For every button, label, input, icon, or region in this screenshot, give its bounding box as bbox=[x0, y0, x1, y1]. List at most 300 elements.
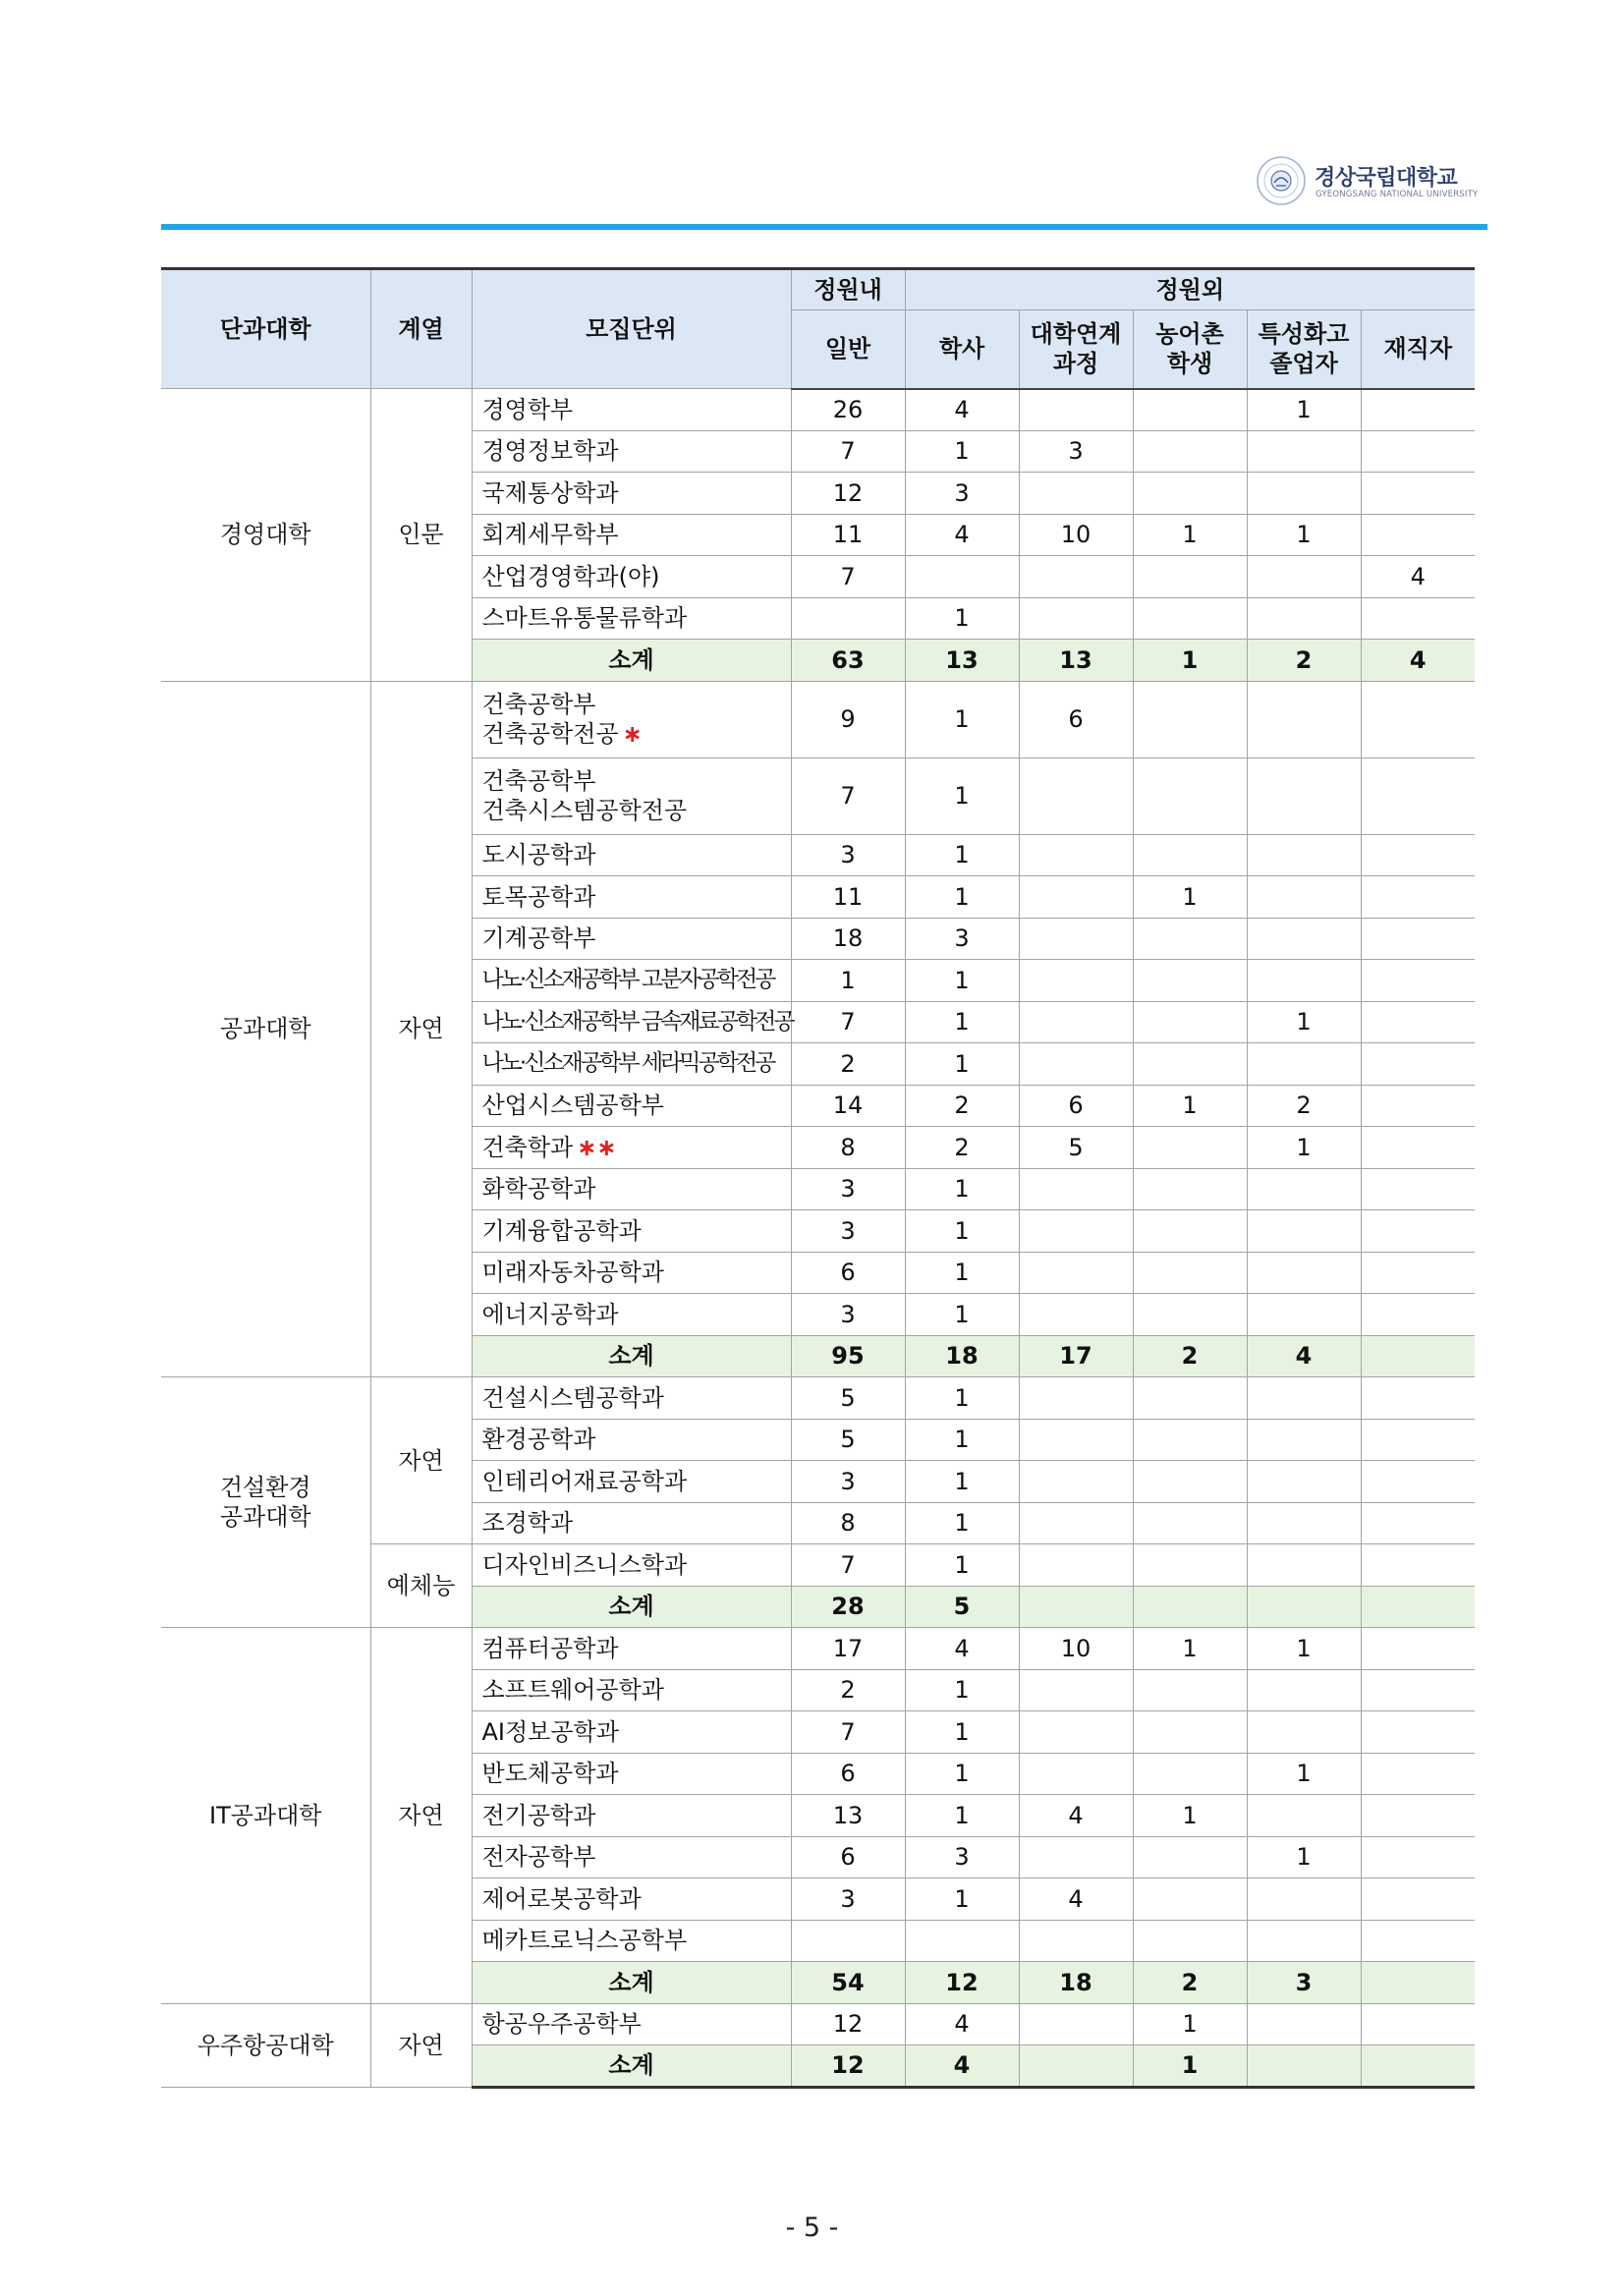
quota-cell: 1 bbox=[905, 1210, 1019, 1253]
unit-name-cell: 환경공학과 bbox=[472, 1419, 791, 1461]
quota-cell: 3 bbox=[791, 1878, 905, 1921]
quota-cell bbox=[1361, 1753, 1475, 1795]
quota-cell bbox=[1133, 681, 1247, 757]
quota-cell bbox=[1361, 2003, 1475, 2045]
quota-cell: 3 bbox=[905, 473, 1019, 515]
quota-cell bbox=[1133, 1711, 1247, 1754]
quota-cell bbox=[1361, 1878, 1475, 1921]
quota-cell: 3 bbox=[791, 1461, 905, 1503]
quota-cell bbox=[1133, 556, 1247, 598]
field-name: 예체능 bbox=[370, 1544, 472, 1628]
quota-cell bbox=[1247, 1377, 1361, 1420]
quota-cell: 7 bbox=[791, 430, 905, 473]
quota-cell: 1 bbox=[1133, 1085, 1247, 1127]
quota-cell: 4 bbox=[1361, 640, 1475, 682]
quota-cell: 1 bbox=[905, 1168, 1019, 1210]
quota-cell: 18 bbox=[1019, 1962, 1133, 2004]
quota-cell: 17 bbox=[1019, 1335, 1133, 1377]
field-name: 인문 bbox=[370, 389, 472, 682]
quota-cell: 2 bbox=[905, 1127, 1019, 1169]
quota-cell: 3 bbox=[905, 918, 1019, 960]
quota-cell: 1 bbox=[1247, 1836, 1361, 1878]
quota-cell bbox=[905, 556, 1019, 598]
header-field: 계열 bbox=[370, 269, 472, 389]
quota-cell bbox=[1019, 1043, 1133, 1086]
quota-cell bbox=[1019, 876, 1133, 919]
quota-cell bbox=[1019, 389, 1133, 431]
quota-cell: 소계 bbox=[472, 2045, 791, 2088]
quota-cell bbox=[1019, 1711, 1133, 1754]
quota-cell: 2 bbox=[1247, 1085, 1361, 1127]
quota-cell bbox=[1133, 1544, 1247, 1587]
quota-cell bbox=[1247, 834, 1361, 876]
quota-cell: 1 bbox=[905, 1252, 1019, 1294]
unit-name-cell: 토목공학과 bbox=[472, 876, 791, 919]
quota-cell: 1 bbox=[905, 1461, 1019, 1503]
quota-cell: 1 bbox=[905, 1294, 1019, 1336]
quota-cell bbox=[1019, 1669, 1133, 1711]
quota-cell bbox=[1361, 1461, 1475, 1503]
quota-cell: 10 bbox=[1019, 1628, 1133, 1670]
unit-name-cell: 기계공학부 bbox=[472, 918, 791, 960]
quota-cell: 13 bbox=[1019, 640, 1133, 682]
quota-cell bbox=[1361, 1544, 1475, 1587]
quota-cell bbox=[1019, 1753, 1133, 1795]
quota-cell: 소계 bbox=[472, 640, 791, 682]
quota-cell bbox=[1247, 2045, 1361, 2088]
quota-cell bbox=[1247, 681, 1361, 757]
quota-cell bbox=[1019, 918, 1133, 960]
quota-cell: 1 bbox=[1247, 1628, 1361, 1670]
quota-cell bbox=[1133, 597, 1247, 640]
quota-cell: 6 bbox=[791, 1252, 905, 1294]
quota-cell bbox=[1133, 1294, 1247, 1336]
quota-cell bbox=[1361, 876, 1475, 919]
quota-cell: 18 bbox=[791, 918, 905, 960]
unit-name-cell: 인테리어재료공학과 bbox=[472, 1461, 791, 1503]
quota-cell bbox=[1247, 1669, 1361, 1711]
header-rural: 농어촌 학생 bbox=[1133, 310, 1247, 389]
unit-name-cell: 건축공학부 건축공학전공 ∗ bbox=[472, 681, 791, 757]
quota-cell: 12 bbox=[791, 2003, 905, 2045]
quota-cell bbox=[1019, 1168, 1133, 1210]
quota-cell: 1 bbox=[1133, 640, 1247, 682]
field-name: 자연 bbox=[370, 1377, 472, 1544]
quota-cell bbox=[1361, 1168, 1475, 1210]
quota-cell bbox=[1247, 1461, 1361, 1503]
university-logo bbox=[1256, 155, 1482, 206]
quota-cell bbox=[1361, 1127, 1475, 1169]
quota-cell: 63 bbox=[791, 640, 905, 682]
quota-cell: 13 bbox=[905, 640, 1019, 682]
quota-cell bbox=[1019, 1001, 1133, 1043]
red-double-asterisk-icon: ∗∗ bbox=[577, 1133, 617, 1161]
quota-cell bbox=[1247, 1544, 1361, 1587]
quota-cell bbox=[1133, 1586, 1247, 1628]
admission-quota-table bbox=[161, 267, 1475, 2089]
unit-name-cell: 경영정보학과 bbox=[472, 430, 791, 473]
quota-cell: 8 bbox=[791, 1502, 905, 1544]
quota-cell bbox=[1133, 1043, 1247, 1086]
quota-cell bbox=[1019, 556, 1133, 598]
quota-cell: 6 bbox=[791, 1836, 905, 1878]
quota-cell bbox=[1361, 1502, 1475, 1544]
quota-cell bbox=[1247, 1920, 1361, 1962]
quota-cell: 1 bbox=[791, 960, 905, 1002]
header-general: 일반 bbox=[791, 310, 905, 389]
quota-cell: 1 bbox=[905, 960, 1019, 1002]
quota-cell: 11 bbox=[791, 514, 905, 556]
quota-cell bbox=[1019, 1920, 1133, 1962]
quota-cell bbox=[1247, 1795, 1361, 1837]
university-name-english: GYEONGSANG NATIONAL UNIVERSITY bbox=[1316, 190, 1479, 199]
table-row bbox=[161, 2003, 1475, 2045]
quota-cell: 10 bbox=[1019, 514, 1133, 556]
quota-cell bbox=[1247, 430, 1361, 473]
quota-cell: 2 bbox=[791, 1669, 905, 1711]
unit-name-cell: 기계융합공학과 bbox=[472, 1210, 791, 1253]
unit-name-cell: 나노·신소재공학부 세라믹공학전공 bbox=[472, 1043, 791, 1086]
quota-cell: 26 bbox=[791, 389, 905, 431]
quota-cell: 5 bbox=[905, 1586, 1019, 1628]
quota-cell bbox=[1133, 389, 1247, 431]
quota-cell: 12 bbox=[791, 2045, 905, 2088]
quota-cell bbox=[1133, 1127, 1247, 1169]
university-emblem-icon bbox=[1256, 155, 1307, 206]
quota-cell bbox=[1133, 834, 1247, 876]
unit-name-cell: 회계세무학부 bbox=[472, 514, 791, 556]
unit-name-cell: 반도체공학과 bbox=[472, 1753, 791, 1795]
quota-cell bbox=[1361, 681, 1475, 757]
quota-cell bbox=[1247, 1878, 1361, 1921]
quota-cell bbox=[1133, 1461, 1247, 1503]
quota-cell bbox=[1247, 556, 1361, 598]
quota-cell bbox=[1133, 1669, 1247, 1711]
quota-cell bbox=[1247, 1168, 1361, 1210]
unit-name-cell: 도시공학과 bbox=[472, 834, 791, 876]
header-college: 단과대학 bbox=[161, 269, 370, 389]
quota-cell: 17 bbox=[791, 1628, 905, 1670]
quota-cell: 1 bbox=[905, 1001, 1019, 1043]
quota-cell bbox=[1133, 918, 1247, 960]
unit-name-cell: 항공우주공학부 bbox=[472, 2003, 791, 2045]
quota-cell: 12 bbox=[905, 1962, 1019, 2004]
unit-name-cell: AI정보공학과 bbox=[472, 1711, 791, 1754]
unit-name-cell: 제어로봇공학과 bbox=[472, 1878, 791, 1921]
quota-cell bbox=[1019, 1252, 1133, 1294]
unit-name-cell: 산업경영학과(야) bbox=[472, 556, 791, 598]
quota-cell bbox=[1019, 1502, 1133, 1544]
quota-cell bbox=[1361, 1962, 1475, 2004]
quota-cell bbox=[1019, 1544, 1133, 1587]
quota-cell: 4 bbox=[905, 2045, 1019, 2088]
quota-cell: 11 bbox=[791, 876, 905, 919]
quota-cell: 2 bbox=[1247, 640, 1361, 682]
quota-cell bbox=[791, 1920, 905, 1962]
quota-cell bbox=[1361, 1836, 1475, 1878]
quota-cell: 1 bbox=[1247, 389, 1361, 431]
quota-cell: 1 bbox=[905, 876, 1019, 919]
quota-cell bbox=[1019, 1210, 1133, 1253]
quota-cell bbox=[1133, 473, 1247, 515]
quota-cell bbox=[1247, 473, 1361, 515]
table-row bbox=[161, 1628, 1475, 1670]
quota-cell bbox=[1019, 1586, 1133, 1628]
quota-cell: 4 bbox=[1019, 1878, 1133, 1921]
quota-cell bbox=[1019, 2003, 1133, 2045]
quota-cell: 1 bbox=[905, 1878, 1019, 1921]
quota-cell: 13 bbox=[791, 1795, 905, 1837]
quota-cell bbox=[1361, 1001, 1475, 1043]
quota-cell bbox=[1361, 1043, 1475, 1086]
quota-cell bbox=[1133, 430, 1247, 473]
quota-cell: 1 bbox=[905, 757, 1019, 834]
quota-cell bbox=[1133, 1502, 1247, 1544]
unit-name-cell: 전기공학과 bbox=[472, 1795, 791, 1837]
quota-cell: 7 bbox=[791, 1711, 905, 1754]
quota-cell bbox=[1361, 960, 1475, 1002]
quota-cell bbox=[1019, 597, 1133, 640]
quota-cell: 3 bbox=[1247, 1962, 1361, 2004]
quota-cell: 7 bbox=[791, 757, 905, 834]
quota-cell: 3 bbox=[791, 1210, 905, 1253]
quota-cell: 1 bbox=[1133, 876, 1247, 919]
quota-cell bbox=[1247, 1294, 1361, 1336]
quota-cell: 54 bbox=[791, 1962, 905, 2004]
college-name: 공과대학 bbox=[161, 681, 370, 1377]
quota-cell: 4 bbox=[905, 514, 1019, 556]
quota-cell: 5 bbox=[1019, 1127, 1133, 1169]
quota-cell bbox=[1361, 1920, 1475, 1962]
quota-cell bbox=[1361, 1335, 1475, 1377]
field-name: 자연 bbox=[370, 681, 472, 1377]
quota-cell: 1 bbox=[1133, 514, 1247, 556]
quota-cell bbox=[1361, 2045, 1475, 2088]
quota-cell: 1 bbox=[905, 430, 1019, 473]
college-name: 건설환경 공과대학 bbox=[161, 1377, 370, 1628]
quota-cell: 9 bbox=[791, 681, 905, 757]
quota-cell: 3 bbox=[791, 1294, 905, 1336]
quota-cell bbox=[1019, 473, 1133, 515]
quota-cell: 3 bbox=[791, 834, 905, 876]
quota-cell: 1 bbox=[1247, 1127, 1361, 1169]
quota-cell: 2 bbox=[1133, 1335, 1247, 1377]
quota-cell: 3 bbox=[791, 1168, 905, 1210]
quota-cell: 1 bbox=[905, 1544, 1019, 1587]
quota-cell bbox=[1247, 597, 1361, 640]
quota-cell: 소계 bbox=[472, 1962, 791, 2004]
quota-cell bbox=[1019, 1377, 1133, 1420]
quota-cell bbox=[1247, 876, 1361, 919]
quota-cell: 2 bbox=[1133, 1962, 1247, 2004]
quota-cell bbox=[1019, 1419, 1133, 1461]
quota-cell: 4 bbox=[905, 2003, 1019, 2045]
quota-cell: 3 bbox=[905, 1836, 1019, 1878]
quota-cell bbox=[1247, 1419, 1361, 1461]
quota-cell: 1 bbox=[905, 1795, 1019, 1837]
quota-cell bbox=[1361, 1711, 1475, 1754]
quota-cell bbox=[1247, 1586, 1361, 1628]
quota-cell: 1 bbox=[1247, 514, 1361, 556]
unit-name-cell: 스마트유통물류학과 bbox=[472, 597, 791, 640]
quota-cell bbox=[1361, 1210, 1475, 1253]
quota-cell bbox=[1019, 757, 1133, 834]
quota-cell: 8 bbox=[791, 1127, 905, 1169]
quota-cell: 18 bbox=[905, 1335, 1019, 1377]
quota-cell: 1 bbox=[1247, 1753, 1361, 1795]
quota-cell bbox=[1133, 1878, 1247, 1921]
unit-name-cell: 산업시스템공학부 bbox=[472, 1085, 791, 1127]
quota-cell bbox=[1361, 1628, 1475, 1670]
field-name: 자연 bbox=[370, 1628, 472, 2004]
quota-cell bbox=[1133, 1168, 1247, 1210]
quota-cell bbox=[1019, 1461, 1133, 1503]
unit-name-cell: 전자공학부 bbox=[472, 1836, 791, 1878]
unit-name-cell: 나노·신소재공학부 고분자공학전공 bbox=[472, 960, 791, 1002]
quota-cell: 1 bbox=[1247, 1001, 1361, 1043]
quota-cell bbox=[1247, 1210, 1361, 1253]
university-name: 경상국립대학교 bbox=[1315, 166, 1458, 191]
quota-cell bbox=[1019, 2045, 1133, 2088]
quota-cell bbox=[1247, 960, 1361, 1002]
quota-cell: 1 bbox=[905, 1711, 1019, 1754]
quota-cell bbox=[905, 1920, 1019, 1962]
header-unit: 모집단위 bbox=[472, 269, 791, 389]
header-employed: 재직자 bbox=[1361, 310, 1475, 389]
quota-cell: 1 bbox=[1133, 2045, 1247, 2088]
header-special-hs: 특성화고 졸업자 bbox=[1247, 310, 1361, 389]
header-quota-out: 정원외 bbox=[905, 269, 1475, 310]
quota-cell bbox=[1247, 2003, 1361, 2045]
quota-cell: 2 bbox=[791, 1043, 905, 1086]
quota-cell bbox=[1361, 1669, 1475, 1711]
quota-cell bbox=[1361, 834, 1475, 876]
red-asterisk-icon: ∗ bbox=[622, 720, 643, 748]
quota-cell: 4 bbox=[1019, 1795, 1133, 1837]
unit-name-cell: 미래자동차공학과 bbox=[472, 1252, 791, 1294]
quota-cell bbox=[1133, 960, 1247, 1002]
quota-cell: 5 bbox=[791, 1377, 905, 1420]
unit-name-cell: 소프트웨어공학과 bbox=[472, 1669, 791, 1711]
quota-cell bbox=[791, 597, 905, 640]
quota-cell: 1 bbox=[905, 1502, 1019, 1544]
quota-cell: 1 bbox=[1133, 1795, 1247, 1837]
quota-cell bbox=[1247, 1252, 1361, 1294]
quota-cell bbox=[1361, 473, 1475, 515]
quota-cell: 1 bbox=[905, 1377, 1019, 1420]
quota-cell bbox=[1361, 1085, 1475, 1127]
quota-cell: 4 bbox=[905, 389, 1019, 431]
quota-cell: 95 bbox=[791, 1335, 905, 1377]
quota-cell bbox=[1133, 1836, 1247, 1878]
unit-name-cell: 건설시스템공학과 bbox=[472, 1377, 791, 1420]
quota-cell: 6 bbox=[1019, 681, 1133, 757]
unit-name-cell: 조경학과 bbox=[472, 1502, 791, 1544]
quota-cell bbox=[1361, 597, 1475, 640]
quota-cell: 1 bbox=[905, 1043, 1019, 1086]
header-quota-in: 정원내 bbox=[791, 269, 905, 310]
quota-cell bbox=[1247, 1711, 1361, 1754]
table-row bbox=[161, 389, 1475, 431]
header-bachelor: 학사 bbox=[905, 310, 1019, 389]
quota-cell bbox=[1247, 918, 1361, 960]
college-name: IT공과대학 bbox=[161, 1628, 370, 2004]
quota-cell bbox=[1361, 1419, 1475, 1461]
quota-cell bbox=[1361, 1586, 1475, 1628]
quota-cell: 7 bbox=[791, 1001, 905, 1043]
quota-cell: 2 bbox=[905, 1085, 1019, 1127]
quota-cell bbox=[1133, 1001, 1247, 1043]
college-name: 우주항공대학 bbox=[161, 2003, 370, 2087]
unit-name-cell: 국제통상학과 bbox=[472, 473, 791, 515]
quota-cell bbox=[1133, 1377, 1247, 1420]
quota-cell bbox=[1361, 389, 1475, 431]
unit-name-cell: 에너지공학과 bbox=[472, 1294, 791, 1336]
quota-cell: 4 bbox=[905, 1628, 1019, 1670]
header-rule bbox=[161, 224, 1487, 230]
quota-cell: 6 bbox=[791, 1753, 905, 1795]
page-number: - 5 - bbox=[785, 2212, 839, 2243]
quota-cell bbox=[1133, 1252, 1247, 1294]
quota-cell bbox=[1019, 834, 1133, 876]
quota-cell: 소계 bbox=[472, 1335, 791, 1377]
college-name: 경영대학 bbox=[161, 389, 370, 682]
unit-name-cell: 건축학과 ∗∗ bbox=[472, 1127, 791, 1169]
quota-cell bbox=[1133, 757, 1247, 834]
quota-cell: 14 bbox=[791, 1085, 905, 1127]
quota-cell bbox=[1019, 1836, 1133, 1878]
unit-name-cell: 화학공학과 bbox=[472, 1168, 791, 1210]
header-univ-link: 대학연계 과정 bbox=[1019, 310, 1133, 389]
quota-cell: 7 bbox=[791, 1544, 905, 1587]
quota-cell bbox=[1133, 1920, 1247, 1962]
unit-name-cell: 건축공학부 건축시스템공학전공 bbox=[472, 757, 791, 834]
quota-cell: 1 bbox=[905, 1669, 1019, 1711]
quota-cell: 1 bbox=[905, 1419, 1019, 1461]
quota-cell bbox=[1247, 1502, 1361, 1544]
quota-cell: 3 bbox=[1019, 430, 1133, 473]
quota-cell bbox=[1361, 757, 1475, 834]
quota-cell bbox=[1361, 1795, 1475, 1837]
quota-cell: 1 bbox=[905, 681, 1019, 757]
quota-cell: 1 bbox=[905, 597, 1019, 640]
quota-cell bbox=[1361, 1252, 1475, 1294]
quota-cell: 4 bbox=[1361, 556, 1475, 598]
unit-name-cell: 나노·신소재공학부 금속재료공학전공 bbox=[472, 1001, 791, 1043]
quota-cell bbox=[1361, 514, 1475, 556]
table-row bbox=[161, 1377, 1475, 1420]
quota-cell bbox=[1019, 960, 1133, 1002]
quota-cell: 12 bbox=[791, 473, 905, 515]
quota-cell bbox=[1019, 1294, 1133, 1336]
quota-cell bbox=[1133, 1419, 1247, 1461]
field-name: 자연 bbox=[370, 2003, 472, 2087]
quota-cell: 6 bbox=[1019, 1085, 1133, 1127]
quota-cell: 소계 bbox=[472, 1586, 791, 1628]
quota-cell bbox=[1361, 918, 1475, 960]
unit-name-cell: 컴퓨터공학과 bbox=[472, 1628, 791, 1670]
quota-cell: 1 bbox=[905, 1753, 1019, 1795]
unit-name-cell: 디자인비즈니스학과 bbox=[472, 1544, 791, 1587]
quota-cell: 5 bbox=[791, 1419, 905, 1461]
quota-cell: 1 bbox=[1133, 1628, 1247, 1670]
quota-cell: 4 bbox=[1247, 1335, 1361, 1377]
quota-cell bbox=[1361, 1377, 1475, 1420]
unit-name-cell: 경영학부 bbox=[472, 389, 791, 431]
quota-cell: 1 bbox=[905, 834, 1019, 876]
quota-cell bbox=[1133, 1210, 1247, 1253]
quota-cell bbox=[1133, 1753, 1247, 1795]
